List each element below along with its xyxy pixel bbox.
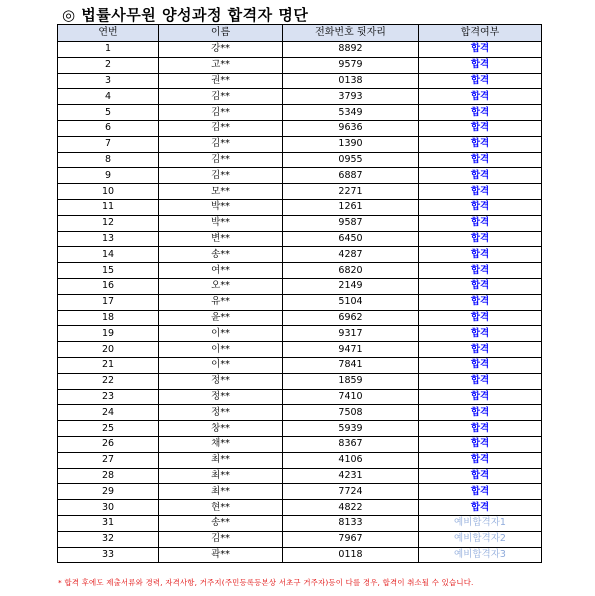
cell-phone: 5349 [283,105,419,121]
cell-name: 김** [159,531,283,547]
cell-phone: 8133 [283,515,419,531]
table-row [58,168,542,184]
table-row [58,42,542,58]
cell-phone: 9579 [283,57,419,73]
cell-no: 25 [58,421,159,437]
cell-phone: 7724 [283,484,419,500]
cell-no: 32 [58,531,159,547]
cell-no: 21 [58,357,159,373]
cell-name: 현** [159,500,283,516]
cell-no: 8 [58,152,159,168]
cell-phone: 4231 [283,468,419,484]
cell-phone: 6820 [283,263,419,279]
table-body [58,42,542,563]
cell-no: 30 [58,500,159,516]
table-row [58,468,542,484]
cell-no: 28 [58,468,159,484]
cell-name: 정** [159,373,283,389]
cell-result: 합격 [419,136,542,152]
table-row [58,231,542,247]
cell-phone: 9317 [283,326,419,342]
cell-result: 합격 [419,310,542,326]
table-row [58,310,542,326]
table-row [58,263,542,279]
table-row [58,105,542,121]
cell-no: 17 [58,294,159,310]
cell-result: 합격 [419,184,542,200]
cell-phone: 1859 [283,373,419,389]
cell-no: 4 [58,89,159,105]
cell-phone: 4822 [283,500,419,516]
cell-no: 3 [58,73,159,89]
cell-name: 송** [159,247,283,263]
table-row [58,452,542,468]
cell-name: 이** [159,342,283,358]
cell-name: 유** [159,294,283,310]
table-row [58,152,542,168]
cell-result: 합격 [419,247,542,263]
cell-name: 최** [159,468,283,484]
cell-no: 20 [58,342,159,358]
table-row [58,531,542,547]
cell-phone: 9587 [283,215,419,231]
cell-no: 10 [58,184,159,200]
cell-no: 13 [58,231,159,247]
table-row [58,199,542,215]
cell-no: 18 [58,310,159,326]
cell-result: 합격 [419,421,542,437]
cell-no: 11 [58,199,159,215]
cell-no: 33 [58,547,159,563]
cell-result: 합격 [419,436,542,452]
cell-result: 합격 [419,57,542,73]
cell-no: 19 [58,326,159,342]
cell-no: 6 [58,120,159,136]
table-row [58,215,542,231]
header-phone: 전화번호 뒷자리 [283,25,419,42]
cell-result: 예비합격자1 [419,515,542,531]
cell-no: 26 [58,436,159,452]
cell-phone: 2271 [283,184,419,200]
cell-phone: 6887 [283,168,419,184]
cell-phone: 7508 [283,405,419,421]
table-row [58,547,542,563]
cell-name: 강** [159,42,283,58]
cell-phone: 9471 [283,342,419,358]
cell-no: 24 [58,405,159,421]
cell-phone: 0138 [283,73,419,89]
table-row [58,326,542,342]
cell-phone: 0118 [283,547,419,563]
cell-phone: 6962 [283,310,419,326]
header-name: 이름 [159,25,283,42]
cell-result: 합격 [419,452,542,468]
cell-phone: 0955 [283,152,419,168]
cell-result: 합격 [419,215,542,231]
cell-result: 합격 [419,468,542,484]
cell-result: 예비합격자3 [419,547,542,563]
cell-name: 창** [159,421,283,437]
table-row [58,515,542,531]
table-row [58,357,542,373]
cell-name: 윤** [159,310,283,326]
cell-name: 채** [159,436,283,452]
cell-name: 김** [159,152,283,168]
cell-result: 합격 [419,294,542,310]
cell-result: 합격 [419,73,542,89]
table-row [58,405,542,421]
cell-no: 22 [58,373,159,389]
cell-phone: 5939 [283,421,419,437]
table-row [58,421,542,437]
cell-name: 박** [159,199,283,215]
cell-name: 여** [159,263,283,279]
cell-no: 14 [58,247,159,263]
table-row [58,136,542,152]
cell-name: 모** [159,184,283,200]
cell-name: 박** [159,215,283,231]
cell-phone: 7410 [283,389,419,405]
table-row [58,57,542,73]
cell-result: 합격 [419,105,542,121]
cell-name: 김** [159,136,283,152]
cell-no: 1 [58,42,159,58]
table-row [58,389,542,405]
table-row [58,89,542,105]
cell-phone: 5104 [283,294,419,310]
cell-no: 7 [58,136,159,152]
cell-no: 31 [58,515,159,531]
cell-result: 합격 [419,89,542,105]
cell-no: 27 [58,452,159,468]
cell-name: 이** [159,326,283,342]
cell-phone: 4287 [283,247,419,263]
header-no: 연번 [58,25,159,42]
table-row [58,278,542,294]
cell-phone: 1390 [283,136,419,152]
cell-name: 최** [159,484,283,500]
cell-result: 예비합격자2 [419,531,542,547]
table-row [58,500,542,516]
cell-phone: 7841 [283,357,419,373]
cell-name: 이** [159,357,283,373]
table-row [58,120,542,136]
cell-result: 합격 [419,389,542,405]
table-row [58,184,542,200]
cell-result: 합격 [419,326,542,342]
cell-result: 합격 [419,263,542,279]
cell-phone: 3793 [283,89,419,105]
cell-name: 오** [159,278,283,294]
cell-result: 합격 [419,357,542,373]
cell-result: 합격 [419,373,542,389]
cell-name: 김** [159,105,283,121]
cell-result: 합격 [419,405,542,421]
table-row [58,436,542,452]
cell-phone: 2149 [283,278,419,294]
cell-name: 최** [159,452,283,468]
cell-result: 합격 [419,42,542,58]
table-row [58,294,542,310]
table-row [58,73,542,89]
cell-no: 2 [58,57,159,73]
cell-name: 정** [159,389,283,405]
cell-result: 합격 [419,152,542,168]
cell-name: 송** [159,515,283,531]
cell-name: 고** [159,57,283,73]
cell-no: 5 [58,105,159,121]
cell-result: 합격 [419,168,542,184]
page-title: ◎ 법률사무원 양성과정 합격자 명단 [62,6,309,24]
cell-no: 23 [58,389,159,405]
cell-result: 합격 [419,278,542,294]
table-row [58,342,542,358]
cell-no: 29 [58,484,159,500]
cell-result: 합격 [419,120,542,136]
cell-name: 정** [159,405,283,421]
cell-result: 합격 [419,500,542,516]
cell-phone: 1261 [283,199,419,215]
cell-name: 김** [159,120,283,136]
cell-result: 합격 [419,199,542,215]
table-row [58,484,542,500]
cell-phone: 8892 [283,42,419,58]
cell-no: 12 [58,215,159,231]
cell-name: 김** [159,168,283,184]
header-row [58,25,542,42]
cell-phone: 4106 [283,452,419,468]
footnote: * 합격 후에도 제출서류와 경력, 자격사항, 거주지(주민등록등본상 서초구 거주자)등이 다를 경우, 합격이 취소될 수 있습니다. [58,578,474,587]
cell-name: 권** [159,73,283,89]
cell-result: 합격 [419,231,542,247]
cell-phone: 6450 [283,231,419,247]
cell-no: 15 [58,263,159,279]
table-header [58,25,542,42]
cell-name: 김** [159,89,283,105]
cell-result: 합격 [419,342,542,358]
cell-result: 합격 [419,484,542,500]
cell-name: 변** [159,231,283,247]
cell-no: 16 [58,278,159,294]
table-row [58,373,542,389]
table-row [58,247,542,263]
cell-phone: 9636 [283,120,419,136]
cell-phone: 7967 [283,531,419,547]
applicant-table [57,24,542,563]
cell-phone: 8367 [283,436,419,452]
header-result: 합격여부 [419,25,542,42]
cell-name: 곽** [159,547,283,563]
cell-no: 9 [58,168,159,184]
